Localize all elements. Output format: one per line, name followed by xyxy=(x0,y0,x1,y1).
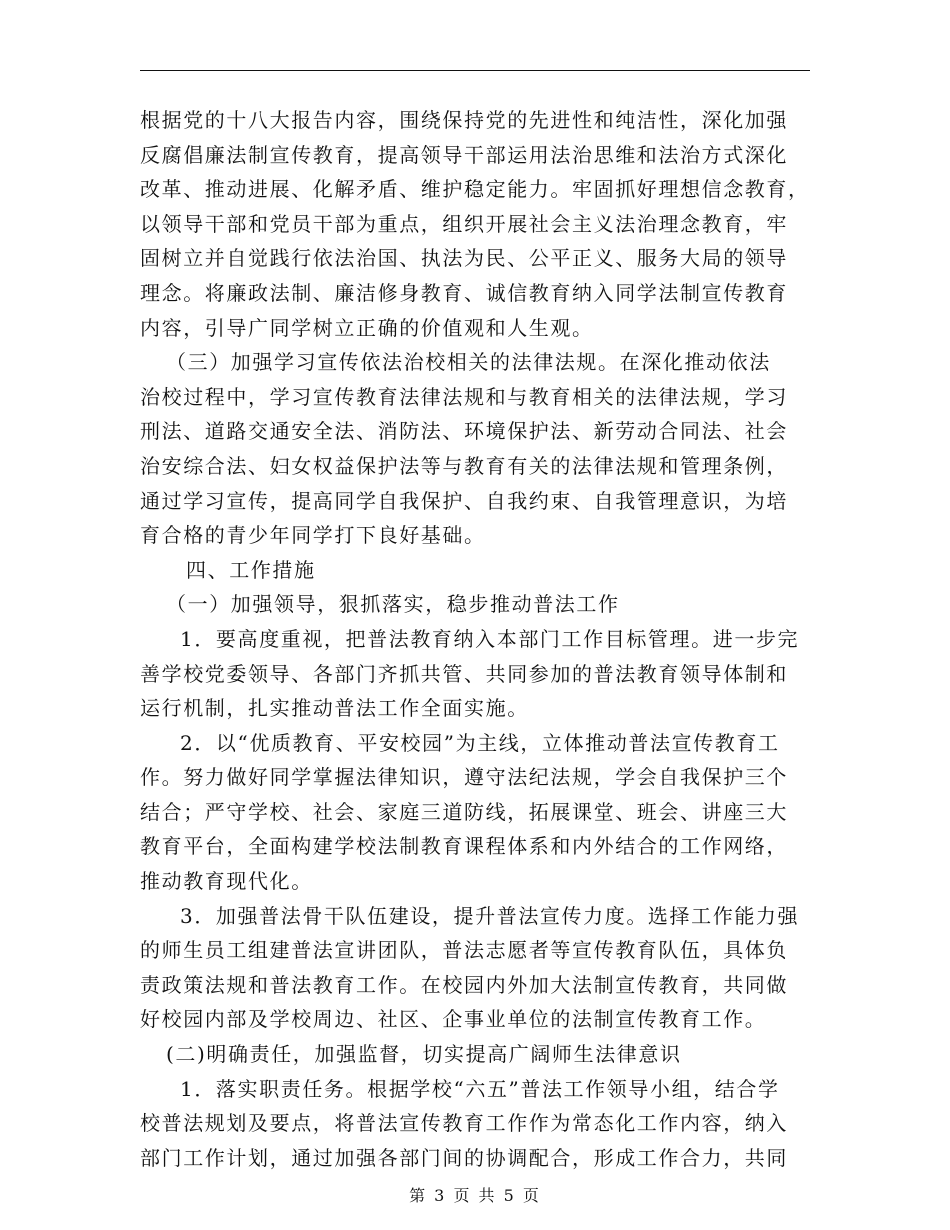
text-line: 以领导干部和党员干部为重点，组织开展社会主义法治理念教育，牢 xyxy=(140,211,788,236)
section-three-heading-line: （三）加强学习宣传依法治校相关的法律法规。在深化推动依法 xyxy=(166,350,771,375)
text-line: 结合；严守学校、社会、家庭三道防线，拓展课堂、班会、讲座三大 xyxy=(140,799,788,824)
text-line: 理念。将廉政法制、廉洁修身教育、诚信教育纳入同学法制宣传教育 xyxy=(140,280,788,305)
section-four-heading: 四、工作措施 xyxy=(186,557,316,582)
page-footer: 第 3 页 共 5 页 xyxy=(409,1186,541,1205)
text-line: 反腐倡廉法制宣传教育，提高领导干部运用法治思维和法治方式深化 xyxy=(140,142,788,167)
text-line: 刑法、道路交通安全法、消防法、环境保护法、新劳动合同法、社会 xyxy=(140,419,788,444)
header-rule xyxy=(140,70,810,71)
text-line: 教育平台，全面构建学校法制教育课程体系和内外结合的工作网络， xyxy=(140,834,788,859)
subsection-two-heading: (二)明确责任，加强监督，切实提高广阔师生法律意识 xyxy=(166,1042,682,1067)
text-line: 治校过程中，学习宣传教育法律法规和与教育相关的法律法规，学习 xyxy=(140,384,788,409)
text-line: 育合格的青少年同学打下良好基础。 xyxy=(140,523,486,548)
text-line: 固树立并自觉践行依法治国、执法为民、公平正义、服务大局的领导 xyxy=(140,246,788,271)
text-line: 改革、推动进展、化解矛盾、维护稳定能力。牢固抓好理想信念教育， xyxy=(140,177,810,202)
page-body xyxy=(140,103,810,1175)
item-3-line: 3．加强普法骨干队伍建设，提升普法宣传力度。选择工作能力强 xyxy=(180,903,800,928)
subsection-one-heading: （一）加强领导，狠抓落实，稳步推动普法工作 xyxy=(166,592,620,617)
text-line: 内容，引导广同学树立正确的价值观和人生观。 xyxy=(140,315,594,340)
text-line: 部门工作计划，通过加强各部门间的协调配合，形成工作合力，共同 xyxy=(140,1145,788,1170)
item-1-line: 1．要高度重视，把普法教育纳入本部门工作目标管理。进一步完 xyxy=(180,626,800,651)
text-line: 善学校党委领导、各部门齐抓共管、共同参加的普法教育领导体制和 xyxy=(140,661,788,686)
text-line: 责政策法规和普法教育工作。在校园内外加大法制宣传教育，共同做 xyxy=(140,972,788,997)
text-line: 推动教育现代化。 xyxy=(140,869,313,894)
text-line: 通过学习宣传，提高同学自我保护、自我约束、自我管理意识，为培 xyxy=(140,488,788,513)
item-2-line: 2．以“优质教育、平安校园”为主线，立体推动普法宣传教育工 xyxy=(180,730,780,755)
text-line: 好校园内部及学校周边、社区、企事业单位的法制宣传教育工作。 xyxy=(140,1007,767,1032)
text-line: 作。努力做好同学掌握法律知识，遵守法纪法规，学会自我保护三个 xyxy=(140,765,788,790)
text-line: 校普法规划及要点，将普法宣传教育工作作为常态化工作内容，纳入 xyxy=(140,1111,788,1136)
item-1-line: 1．落实职责任务。根据学校“六五”普法工作领导小组，结合学 xyxy=(180,1076,780,1101)
text-line: 运行机制，扎实推动普法工作全面实施。 xyxy=(140,696,529,721)
text-line: 的师生员工组建普法宣讲团队，普法志愿者等宣传教育队伍，具体负 xyxy=(140,938,788,963)
text-line: 治安综合法、妇女权益保护法等与教育有关的法律法规和管理条例， xyxy=(140,453,788,478)
text-line: 根据党的十八大报告内容，围绕保持党的先进性和纯洁性，深化加强 xyxy=(140,108,788,132)
